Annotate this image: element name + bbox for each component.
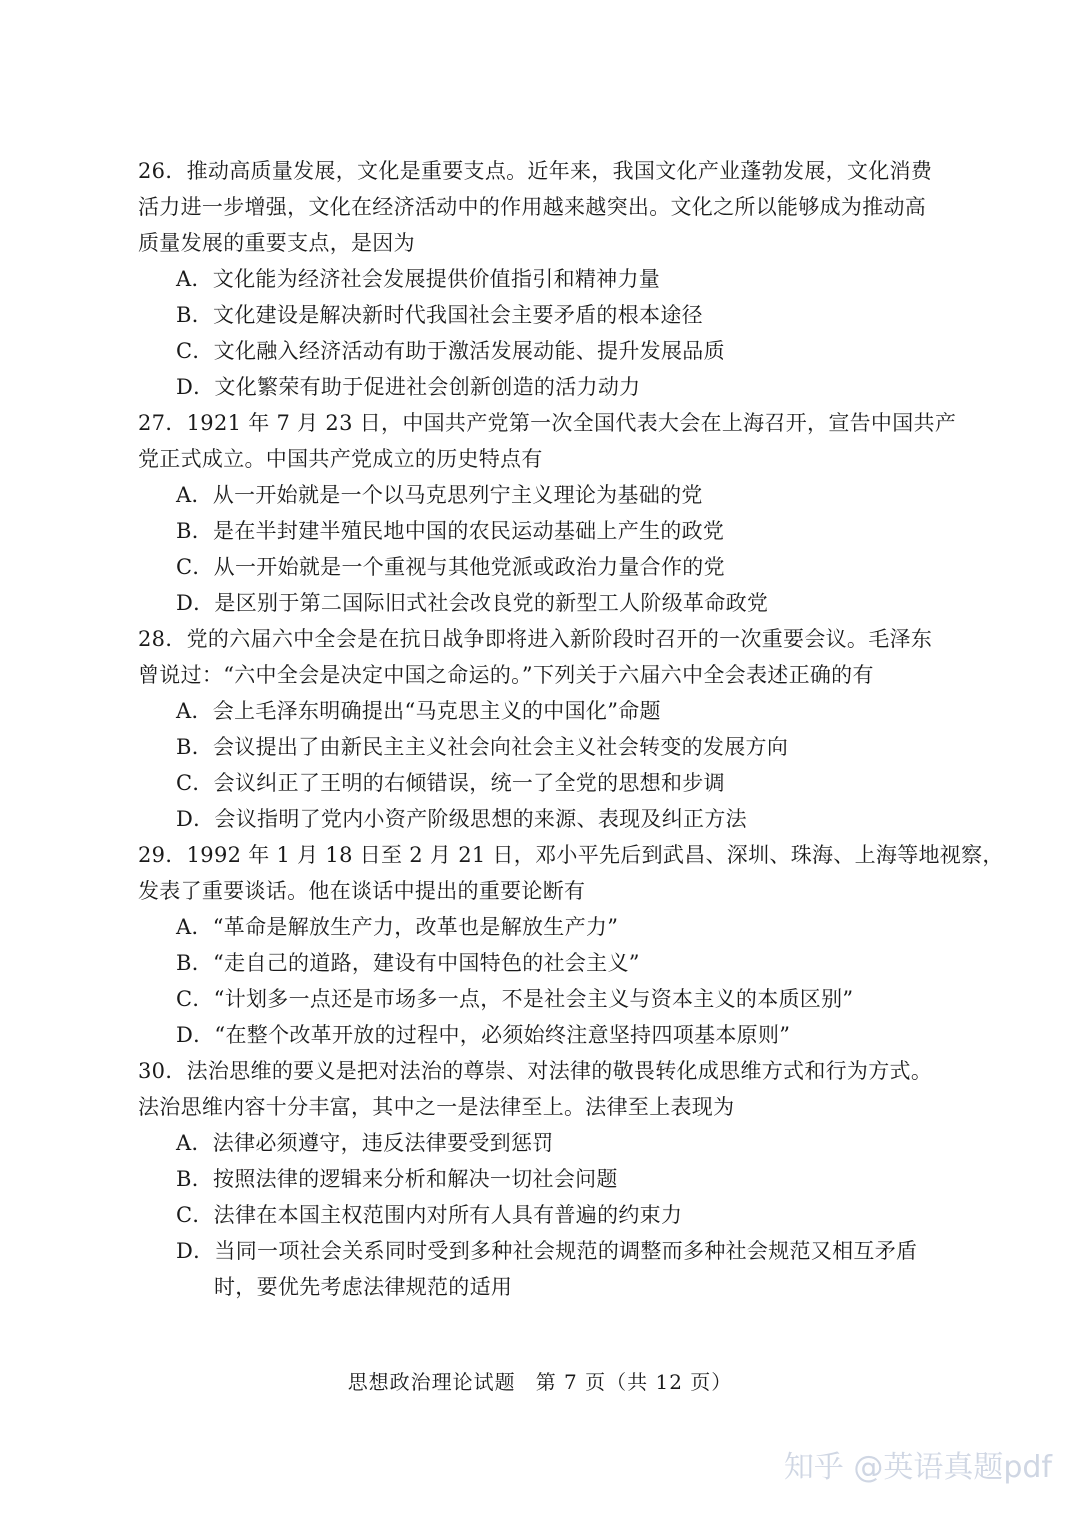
- question-29: [138, 837, 1004, 1053]
- option-a: A．法律必须遵守，违反法律要受到惩罚: [176, 1131, 554, 1155]
- option-c: C．从一开始就是一个重视与其他党派或政治力量合作的党: [176, 555, 725, 579]
- option-b: B．按照法律的逻辑来分析和解决一切社会问题: [176, 1167, 618, 1191]
- page-footer: [0, 1366, 1080, 1395]
- question-stem-line: 活力进一步增强，文化在经济活动中的作用越来越突出。文化之所以能够成为推动高: [138, 195, 927, 219]
- watermark-text: 知乎 @英语真题pdf: [783, 1450, 1052, 1485]
- question-stem-line: 质量发展的重要支点，是因为: [138, 231, 415, 255]
- option-b: B．会议提出了由新民主主义社会向社会主义社会转变的发展方向: [176, 735, 789, 759]
- option-c: C．法律在本国主权范围内对所有人具有普遍的约束力: [176, 1203, 683, 1227]
- option-d: D．会议指明了党内小资产阶级思想的来源、表现及纠正方法: [176, 807, 747, 831]
- option-a: A．文化能为经济社会发展提供价值指引和精神力量: [176, 267, 661, 291]
- question-stem-line: 法治思维内容十分丰富，其中之一是法律至上。法律至上表现为: [138, 1095, 735, 1119]
- question-stem-line: 曾说过：“六中全会是决定中国之命运的。”下列关于六届六中全会表述正确的有: [138, 663, 874, 687]
- option-a: A．从一开始就是一个以马克思列宁主义理论为基础的党: [176, 483, 703, 507]
- question-stem-line: 29．1992 年 1 月 18 日至 2 月 21 日，邓小平先后到武昌、深圳、珠海、上海等地视察，: [138, 843, 1004, 867]
- option-d: D．文化繁荣有助于促进社会创新创造的活力动力: [176, 375, 641, 399]
- option-b: B．是在半封建半殖民地中国的农民运动基础上产生的政党: [176, 519, 725, 543]
- option-d: D．当同一项社会关系同时受到多种社会规范的调整而多种社会规范又相互矛盾: [176, 1239, 918, 1263]
- question-30: [138, 1053, 948, 1305]
- option-d: D．“在整个改革开放的过程中，必须始终注意坚持四项基本原则”: [176, 1023, 791, 1047]
- option-d: D．是区别于第二国际旧式社会改良党的新型工人阶级革命政党: [176, 591, 769, 615]
- question-stem-line: 党正式成立。中国共产党成立的历史特点有: [138, 447, 543, 471]
- footer-page-number: 第 7 页（共 12 页）: [535, 1370, 733, 1394]
- question-stem-line: 30．法治思维的要义是把对法治的尊崇、对法律的敬畏转化成思维方式和行为方式。: [138, 1059, 933, 1083]
- question-27: [138, 405, 957, 621]
- option-c: C．文化融入经济活动有助于激活发展动能、提升发展品质: [176, 339, 725, 363]
- question-stem-line: 发表了重要谈话。他在谈话中提出的重要论断有: [138, 879, 586, 903]
- question-stem-line: 28．党的六届六中全会是在抗日战争即将进入新阶段时召开的一次重要会议。毛泽东: [138, 627, 933, 651]
- question-stem-line: 26．推动高质量发展，文化是重要支点。近年来，我国文化产业蓬勃发展，文化消费: [138, 159, 933, 183]
- option-a: A．会上毛泽东明确提出“马克思主义的中国化”命题: [176, 699, 661, 723]
- exam-page-content: [138, 153, 1004, 1305]
- question-28: [138, 621, 948, 837]
- option-c: C．会议纠正了王明的右倾错误，统一了全党的思想和步调: [176, 771, 725, 795]
- option-b: B．“走自己的道路，建设有中国特色的社会主义”: [176, 951, 640, 975]
- question-26: [138, 153, 948, 405]
- option-c: C．“计划多一点还是市场多一点，不是社会主义与资本主义的本质区别”: [176, 987, 854, 1011]
- question-stem-line: 27．1921 年 7 月 23 日，中国共产党第一次全国代表大会在上海召开，宣告中国共产: [138, 411, 957, 435]
- option-d-continuation: 时，要优先考虑法律规范的适用: [214, 1275, 513, 1299]
- footer-subject: 思想政治理论试题: [347, 1370, 516, 1394]
- option-a: A．“革命是解放生产力，改革也是解放生产力”: [176, 915, 619, 939]
- option-b: B．文化建设是解决新时代我国社会主要矛盾的根本途径: [176, 303, 703, 327]
